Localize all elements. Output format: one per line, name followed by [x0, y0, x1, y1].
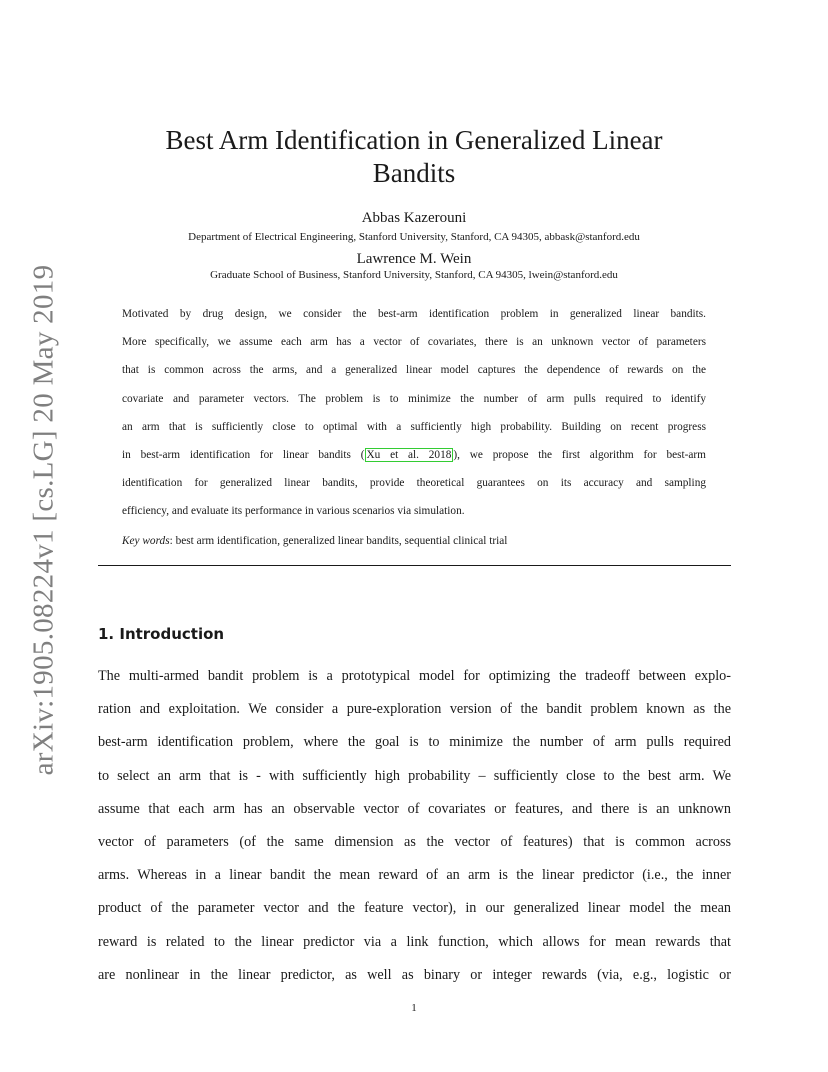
horizontal-rule [98, 565, 731, 566]
author-affiliation-2: Graduate School of Business, Stanford University, Stanford, CA 94305, lwein@stanford.edu [210, 269, 618, 281]
introduction-body [98, 660, 731, 992]
body-line: are nonlinear in the linear predictor, as well as binary or integer rewards (via, e.g., logistic or [98, 966, 731, 983]
citation-link[interactable] [365, 448, 454, 462]
abstract-line: an arm that is sufficiently close to optimal with a sufficiently high probability. Building on recent progress [122, 420, 706, 433]
body-line: best-arm identification problem, where the goal is to minimize the number of arm pulls required [98, 734, 731, 751]
title-line-2: Bandits [372, 158, 456, 188]
body-line: The multi-armed bandit problem is a prototypical model for optimizing the tradeoff between explo- [98, 668, 731, 684]
author-name-1: Abbas Kazerouni [361, 210, 467, 226]
abstract [122, 300, 706, 526]
author-affiliation-1: Department of Electrical Engineering, Stanford University, Stanford, CA 94305, abbask@stanford.edu [188, 231, 640, 243]
title-line-1: Best Arm Identification in Generalized Linear [165, 125, 663, 155]
keywords-label: Key words [122, 535, 170, 547]
author-name-2: Lawrence M. Wein [356, 251, 472, 267]
abstract-line: identification for generalized linear bandits, provide theoretical guarantees on its accuracy and sampling [122, 477, 706, 490]
abstract-text: ), we propose the first algorithm for best-arm [453, 448, 706, 461]
abstract-text: in best-arm identification for linear bandits ( [122, 448, 365, 461]
page-number: 1 [411, 1002, 417, 1014]
body-line: to select an arm that is - with sufficiently high probability – sufficiently close to the best arm. We [98, 767, 731, 784]
abstract-line: efficiency, and evaluate its performance in various scenarios via simulation. [122, 505, 465, 518]
paper-title [100, 124, 728, 190]
section-heading: 1. Introduction [98, 625, 225, 643]
abstract-line: that is common across the arms, and a generalized linear model captures the dependence of rewards on the [122, 364, 706, 377]
arxiv-identifier-stamp: arXiv:1905.08224v1 [cs.LG] 20 May 2019 [27, 264, 60, 776]
body-line: vector of parameters (of the same dimension as the vector of features) that is common across [98, 833, 731, 850]
abstract-line: Motivated by drug design, we consider the best-arm identification problem in generalized linear bandits. [122, 308, 706, 320]
body-line: reward is related to the linear predictor via a link function, which allows for mean rewards that [98, 933, 731, 950]
citation-year: 2018 [428, 448, 452, 461]
keywords-separator: : [169, 535, 176, 547]
body-line: ration and exploitation. We consider a pure-exploration version of the bandit problem known as the [98, 701, 731, 718]
body-line: assume that each arm has an observable vector of covariates or features, and there is an unknown [98, 800, 731, 817]
body-line: product of the parameter vector and the feature vector), in our generalized linear model the mean [98, 900, 731, 917]
keywords [122, 535, 507, 547]
citation-author: Xu et al. [366, 448, 419, 461]
keywords-text: best arm identification, generalized linear bandits, sequential clinical trial [175, 535, 508, 547]
abstract-line: covariate and parameter vectors. The problem is to minimize the number of arm pulls required to identify [122, 392, 706, 405]
abstract-line-with-citation [122, 441, 706, 469]
body-line: arms. Whereas in a linear bandit the mean reward of an arm is the linear predictor (i.e., the inner [98, 867, 731, 884]
abstract-line: More specifically, we assume each arm has a vector of covariates, there is an unknown vector of parameters [122, 336, 706, 349]
